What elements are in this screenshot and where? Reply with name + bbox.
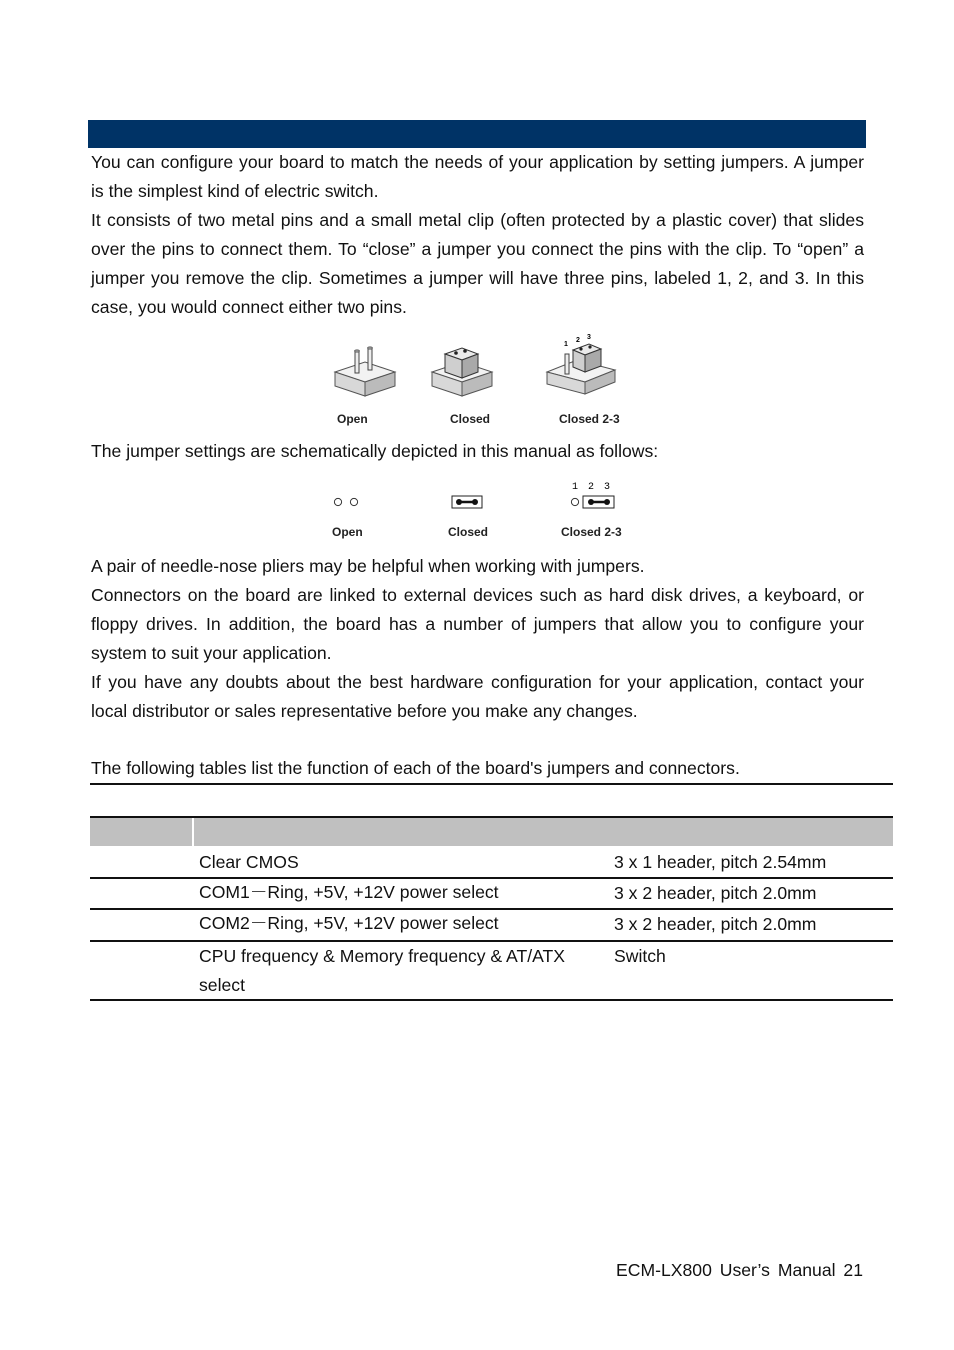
row-function: COM2－Ring, +5V, +12V power select (199, 913, 499, 933)
section-title-bar (88, 120, 866, 148)
row-type: 3 x 2 header, pitch 2.0mm (614, 883, 817, 903)
row-type: 3 x 1 header, pitch 2.54mm (614, 852, 827, 872)
caption-closed-schematic: Closed (448, 525, 489, 539)
jumper-closed-3d-icon (432, 348, 492, 396)
table-header-separator (192, 818, 194, 846)
pin-label-3: 3 (587, 334, 591, 341)
caption-closed-2-3-schematic: Closed 2-3 (561, 525, 622, 539)
pin-label-2: 2 (576, 337, 580, 344)
row-type: Switch (614, 946, 666, 966)
jumper-closed-2-3-schematic-icon (571, 482, 614, 508)
pliers-paragraph: A pair of needle-nose pliers may be helpful when working with jumpers. (91, 556, 645, 576)
jumper-3d-illustration (325, 330, 635, 405)
schematic-pin-label-1: 1 (572, 482, 579, 493)
row-function: CPU frequency & Memory frequency & AT/ATX (199, 946, 566, 966)
row-type: 3 x 2 header, pitch 2.0mm (614, 914, 817, 934)
caption-open-3d: Open (337, 412, 368, 426)
jumper-open-3d-icon (335, 347, 395, 396)
jumper-description-paragraph: It consists of two metal pins and a small metal clip (often protected by a plastic cover) that slides over the pins to connect them. To “close” a jumper you connect the pins with the clip. To “open” a jumper you remove the clip. Sometimes a jumper will have three pins, labeled 1, 2, and 3. In this case, you would connect either two pins. (91, 210, 864, 317)
doubts-paragraph: If you have any doubts about the best hardware configuration for your application, contact your local distributor or sales representative before you make any changes. (91, 672, 864, 721)
schematic-pin-label-2: 2 (588, 482, 595, 493)
section-rule (90, 783, 893, 785)
schematic-pin-label-3: 3 (604, 482, 611, 493)
jumper-closed-schematic-icon (452, 496, 482, 508)
row-function: COM1－Ring, +5V, +12V power select (199, 882, 499, 902)
jumper-open-schematic-icon (334, 498, 357, 505)
table-bottom-rule (90, 999, 893, 1001)
jumper-schematic-illustration (325, 480, 635, 510)
page-footer: ECM-LX800 User’s Manual 21 (616, 1260, 863, 1280)
row-function: Clear CMOS (199, 852, 299, 872)
connectors-paragraph: Connectors on the board are linked to external devices such as hard disk drives, a keyboard, or floppy drives. In addition, the board has a number of jumpers that allow you to configure your system to suit your application. (91, 585, 864, 663)
caption-closed-2-3-3d: Closed 2-3 (559, 412, 620, 426)
caption-closed-3d: Closed (450, 412, 491, 426)
pin-label-1: 1 (564, 341, 568, 348)
schematic-intro-paragraph: The jumper settings are schematically depicted in this manual as follows: (91, 441, 659, 461)
table-intro-paragraph: The following tables list the function of each of the board's jumpers and connectors. (91, 758, 740, 778)
caption-open-schematic: Open (332, 525, 363, 539)
table-header (90, 816, 893, 846)
row-function-continued: select (199, 975, 245, 995)
jumper-closed-2-3-3d-icon (547, 334, 615, 394)
intro-paragraph: You can configure your board to match the needs of your application by setting jumpers. A jumper is the simplest kind of electric switch. (91, 152, 864, 201)
